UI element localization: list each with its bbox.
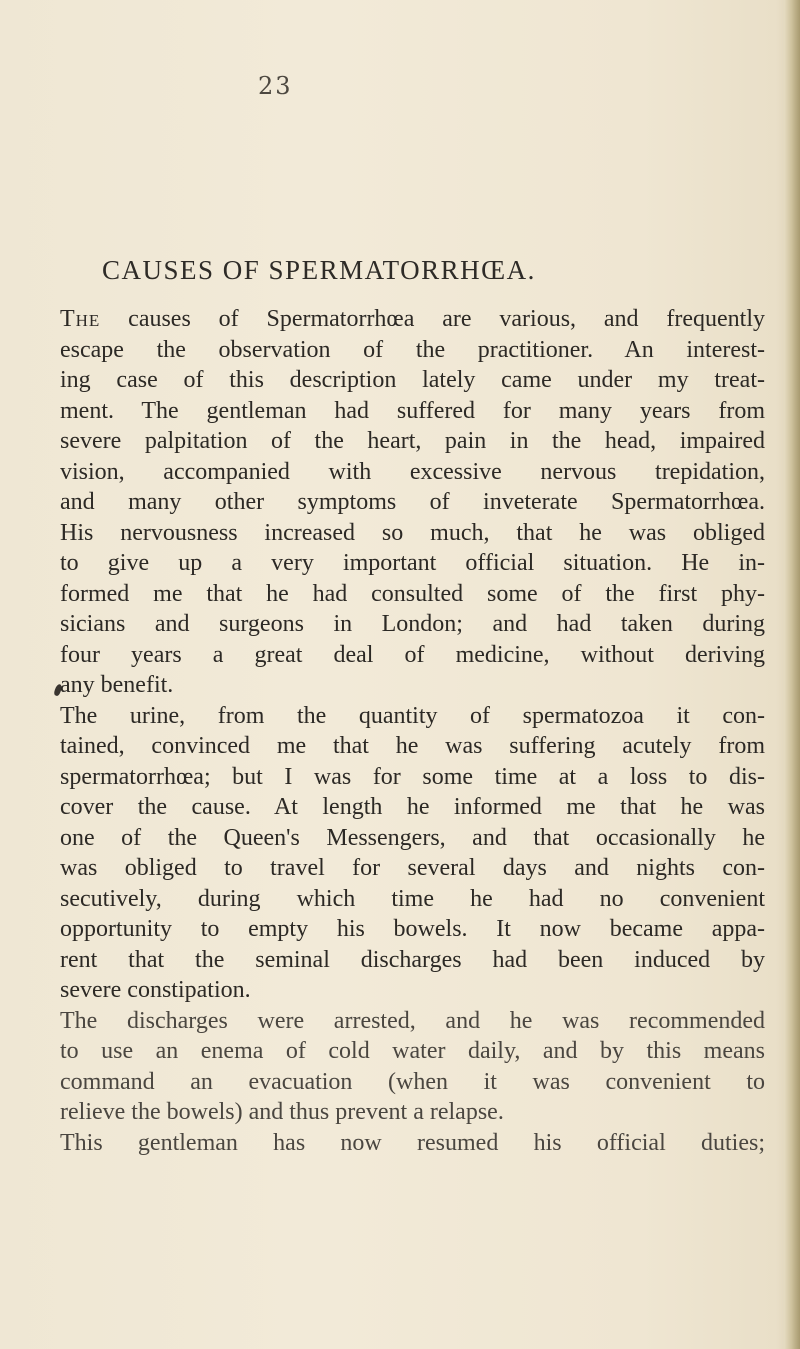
text-line: escape the observation of the practitioner. An interest- — [60, 336, 765, 363]
text-line: to use an enema of cold water daily, and by this means — [60, 1038, 765, 1064]
text-line: opportunity to empty his bowels. It now became appa- — [60, 916, 765, 942]
text-line: tained, convinced me that he was suffering acutely from — [60, 733, 765, 759]
text-line: severe constipation. — [60, 977, 251, 1003]
text-line: vision, accompanied with excessive nervous trepidation, — [60, 458, 765, 485]
page-edge-shadow — [784, 0, 800, 1349]
first-word: The — [60, 306, 101, 332]
text-line: any benefit. — [60, 672, 174, 698]
text-line: four years a great deal of medicine, without deriving — [60, 641, 765, 668]
text-line: His nervousness increased so much, that he was obliged — [60, 519, 765, 546]
text-line: one of the Queen's Messengers, and that occasionally he — [60, 824, 765, 851]
text-line: severe palpitation of the heart, pain in the head, impaired — [60, 428, 765, 454]
text-line: relieve the bowels) and thus prevent a relapse. — [60, 1099, 504, 1125]
body-text — [60, 304, 765, 1158]
text-line: command an evacuation (when it was convenient to — [60, 1068, 765, 1095]
text-line: The discharges were arrested, and he was recommended — [60, 1007, 765, 1034]
page-number: 23 — [258, 72, 293, 100]
text-line: rent that the seminal discharges had been induced by — [60, 946, 765, 973]
text-line: spermatorrhœa; but I was for some time at a loss to dis- — [60, 763, 765, 790]
page-title: CAUSES OF SPERMATORRHŒA. — [102, 255, 536, 285]
text-line: formed me that he had consulted some of the first phy- — [60, 580, 765, 607]
text-line: This gentleman has now resumed his official duties; — [60, 1129, 765, 1156]
text-line: cover the cause. At length he informed me that he was — [60, 794, 765, 820]
text-line: secutively, during which time he had no convenient — [60, 885, 765, 912]
text-line: was obliged to travel for several days and nights con- — [60, 855, 765, 881]
text-line: The causes of Spermatorrhœa are various, and frequently — [60, 306, 765, 332]
text-line: The urine, from the quantity of spermatozoa it con- — [60, 702, 765, 729]
text-line: ment. The gentleman had suffered for many years from — [60, 397, 765, 424]
text-line: ing case of this description lately came under my treat- — [60, 367, 765, 393]
text-line: and many other symptoms of inveterate Spermatorrhœa. — [60, 489, 765, 515]
text-line: to give up a very important official situation. He in- — [60, 550, 765, 576]
text-line: sicians and surgeons in London; and had taken during — [60, 611, 765, 637]
